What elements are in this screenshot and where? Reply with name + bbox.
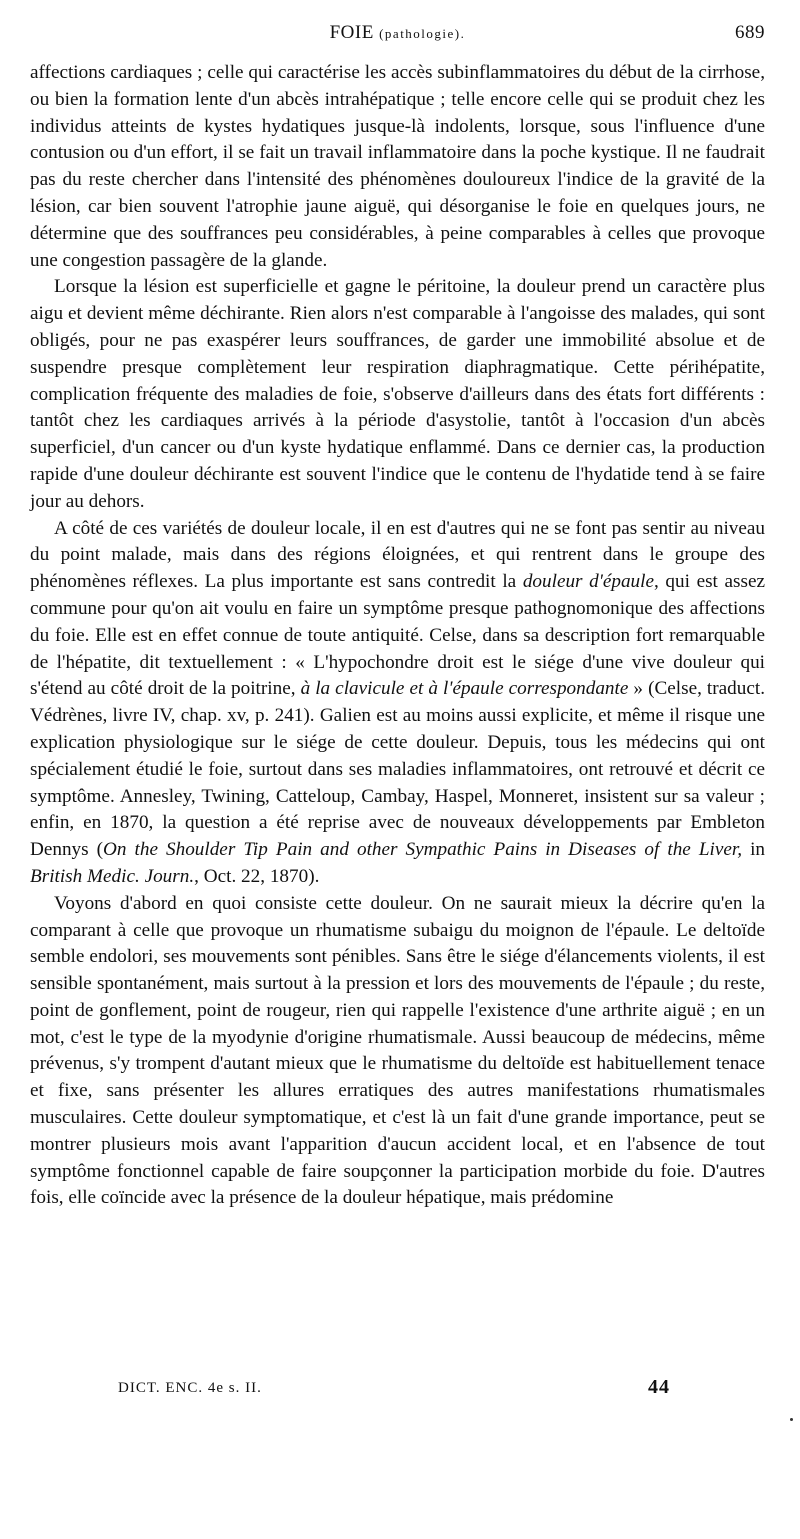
text-run: , qui est assez commune pour qu'on ait voulu en faire un symptôme presque pathognomonique des affections du foie. Elle est en effet connue de toute antiquité. Celse, dans sa description fort remarquable de l'hépatite, dit textuellement : « L'hypochondre droit est le siége d'une vive douleur qui s'étend au côté droit de la poitrine, <box>30 571 765 700</box>
text-run: in <box>742 839 765 861</box>
text-run: A côté de ces variétés de douleur locale, il en est d'autres qui ne se font pas sentir au niveau du point malade, mais dans des régions éloignées, et qui rentrent dans le groupe des phénomènes réflexes. La plus importante est sans contredit la <box>30 517 765 593</box>
italic-text: douleur d'épaule <box>522 571 654 593</box>
paragraph <box>30 516 765 891</box>
italic-text: British Medic. Journ. <box>30 865 195 887</box>
italic-text: à la clavicule et à l'épaule correspondante <box>300 678 629 700</box>
running-title-sub: (pathologie). <box>379 26 466 41</box>
running-title-main: FOIE <box>329 22 374 43</box>
print-speck <box>790 1418 793 1421</box>
signature-mark: DICT. ENC. 4e s. II. <box>118 1380 262 1396</box>
paragraph <box>30 60 765 274</box>
page-footer <box>118 1378 678 1402</box>
running-title <box>30 22 765 44</box>
text-run: Voyons d'abord en quoi consiste cette douleur. On ne saurait mieux la décrire qu'en la comparant à celle que provoque un rhumatisme subaigu du moignon de l'épaule. Le deltoïde semble endolori, ses mouvements sont pénibles. Sans être le siége d'élancements violents, il est sensible spontanément, mais surtout à la pression et lors des mouvements de l'épaule ; du reste, point de gonflement, point de rougeur, rien qui rappelle l'existence d'une arthrite aiguë ; en un mot, c'est le type de la myodynie d'origine rhumatismale. Aussi beaucoup de médecins, même prévenus, s'y trompent d'autant mieux que le rhumatisme du deltoïde est habituellement tenace et fixe, sans présenter les allures erratiques des autres manifestations rhumatismales musculaires. Cette douleur symptomatique, et c'est là un fait d'une grande importance, peut se montrer plusieurs mois avant l'apparition d'aucun accident local, et en l'absence de tout symptôme fonctionnel capable de faire soupçonner la participation morbide du foie. D'autres fois, elle coïncide avec la présence de la douleur hépatique, mais prédomine <box>30 892 765 1209</box>
paragraph <box>30 891 765 1213</box>
page-number: 689 <box>735 22 765 43</box>
paragraph <box>30 274 765 515</box>
text-run: » (Celse, traduct. Védrènes, livre IV, chap. xv, p. 241). Galien est au moins aussi explicite, et même il risque une explication physiologique sur le siége de cette douleur. Depuis, tous les médecins qui ont spécialement étudié le foie, surtout dans ses maladies inflammatoires, ont retrouvé et décrit ce symptôme. Annesley, Twining, Catteloup, Cambay, Haspel, Monneret, insistent sur sa valeur ; enfin, en 1870, la question a été reprise avec de nouveaux développements par Embleton Dennys ( <box>30 678 765 861</box>
running-head <box>30 22 765 46</box>
text-run: affections cardiaques ; celle qui caractérise les accès subinflammatoires du début de la cirrhose, ou bien la formation lente d'un abcès intrahépatique ; telle encore celle qui se produit chez les individus atteints de kystes hydatiques jusque-là indolents, lorsque, sous l'influence d'une contusion ou d'un effort, il se fait un travail inflammatoire dans la poche kystique. Il ne faudrait pas du reste chercher dans l'intensité des phénomènes douloureux l'indice de la gravité de la lésion, car bien souvent l'atrophie jaune aiguë, qui désorganise le foie en quelques jours, ne détermine que des souffrances peu considérables, à peine comparables à celles que provoque une congestion passagère de la glande. <box>30 62 765 271</box>
sheet-number: 44 <box>648 1376 670 1398</box>
text-run: , Oct. 22, 1870). <box>194 865 320 887</box>
body-text <box>30 60 765 1212</box>
text-run: Lorsque la lésion est superficielle et gagne le péritoine, la douleur prend un caractère plus aigu et devient même déchirante. Rien alors n'est comparable à l'angoisse des malades, qui sont obligés, pour ne pas exaspérer leurs souffrances, de garder une immobilité absolue et de suspendre presque complètement leur respiration diaphragmatique. Cette périhépatite, complication fréquente des maladies de foie, s'observe d'ailleurs dans des états fort différents : tantôt chez les cardiaques arrivés à la période d'asystolie, tantôt à l'occasion d'un abcès superficiel, d'un cancer ou d'un kyste hydatique enflammé. Dans ce dernier cas, la production rapide d'une douleur déchirante est souvent l'indice que le contenu de l'hydatide tend à se faire jour au dehors. <box>30 276 765 512</box>
italic-text: On the Shoulder Tip Pain and other Sympathic Pains in Diseases of the Liver, <box>103 839 743 861</box>
